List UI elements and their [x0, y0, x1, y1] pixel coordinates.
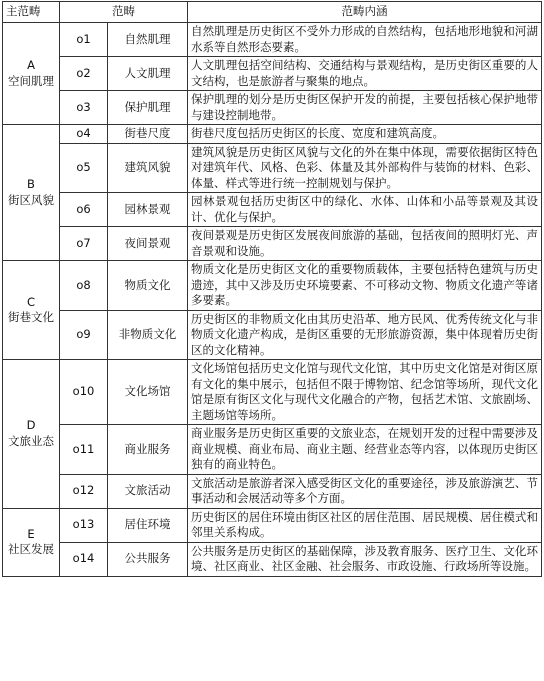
main-category-name: 社区发展 [8, 542, 54, 556]
category-code: o5 [60, 143, 108, 193]
table-row [3, 425, 542, 475]
category-description: 文旅活动是旅游者深入感受街区文化的重要途径，涉及旅游演艺、节事活动和会展活动等多个方面。 [188, 474, 542, 508]
table-row [3, 542, 542, 576]
category-code: o4 [60, 125, 108, 144]
main-category-code: D [26, 418, 36, 433]
category-code: o6 [60, 193, 108, 227]
header-main-category: 主范畴 [3, 2, 60, 23]
table-row [3, 23, 542, 57]
table-row [3, 91, 542, 125]
category-description: 园林景观包括历史街区中的绿化、水体、山体和小品等景观及其设计、优化与保护。 [188, 193, 542, 227]
category-name: 文旅活动 [108, 474, 188, 508]
category-description: 人文肌理包括空间结构、交通结构与景观结构，是历史街区重要的人文结构，也是旅游者与聚集的地点。 [188, 57, 542, 91]
category-name: 保护肌理 [108, 91, 188, 125]
category-description: 文化场馆包括历史文化馆与现代文化馆，其中历史文化馆是对街区原有文化的集中展示，包括但不限于博物馆、纪念馆等场所，现代文化馆是原有街区文化与现代文化融合的产物，包括艺术馆、文旅剧场、主题场馆等场所。 [188, 360, 542, 425]
table-row [3, 143, 542, 193]
table-row [3, 193, 542, 227]
category-description: 公共服务是历史街区的基础保障，涉及教育服务、医疗卫生、文化环境、社区商业、社区金融、社会服务、市政设施、行政场所等设施。 [188, 542, 542, 576]
main-category-cell [3, 508, 60, 576]
category-description: 街巷尺度包括历史街区的长度、宽度和建筑高度。 [188, 125, 542, 144]
table-row [3, 508, 542, 542]
category-description: 自然肌理是历史街区不受外力形成的自然结构，包括地形地貌和河湖水系等自然形态要素。 [188, 23, 542, 57]
category-description: 历史街区的非物质文化由其历史沿革、地方民风、优秀传统文化与非物质文化遗产构成，是街区重要的无形旅游资源，集中体现着历史街区的文化精神。 [188, 310, 542, 360]
header-row [3, 2, 542, 23]
category-name: 商业服务 [108, 425, 188, 475]
category-description: 商业服务是历史街区重要的文旅业态，在规划开发的过程中需要涉及商业规模、商业布局、商业主题、经营业态等内容，以体现历史街区独有的商业特色。 [188, 425, 542, 475]
category-code: o11 [60, 425, 108, 475]
category-name: 建筑风貌 [108, 143, 188, 193]
category-description: 建筑风貌是历史街区风貌与文化的外在集中体现，需要依据街区特色对建筑年代、风格、色彩、体量及其外部构件与装饰的材料、色彩、体量、样式等进行统一控制规划与保护。 [188, 143, 542, 193]
category-name: 文化场馆 [108, 360, 188, 425]
category-code: o10 [60, 360, 108, 425]
category-name: 夜间景观 [108, 227, 188, 261]
category-name: 人文肌理 [108, 57, 188, 91]
category-description: 历史街区的居住环境由街区社区的居住范围、居民规模、居住模式和邻里关系构成。 [188, 508, 542, 542]
table-row [3, 227, 542, 261]
category-code: o12 [60, 474, 108, 508]
main-category-cell [3, 23, 60, 125]
header-content: 范畴内涵 [188, 2, 542, 23]
category-name: 非物质文化 [108, 310, 188, 360]
main-category-name: 文旅业态 [8, 433, 54, 448]
category-table [2, 1, 542, 577]
category-code: o3 [60, 91, 108, 125]
category-name: 公共服务 [108, 542, 188, 576]
main-category-name: 空间肌理 [8, 73, 54, 88]
category-name: 街巷尺度 [108, 125, 188, 144]
table-row [3, 360, 542, 425]
main-category-cell [3, 360, 60, 509]
table-row [3, 57, 542, 91]
table-body [3, 23, 542, 577]
category-code: o8 [60, 261, 108, 311]
category-description: 保护肌理的划分是历史街区保护开发的前提，主要包括核心保护地带与建设控制地带。 [188, 91, 542, 125]
main-category-cell [3, 261, 60, 360]
main-category-cell [3, 125, 60, 261]
category-name: 物质文化 [108, 261, 188, 311]
main-category-name: 街巷文化 [8, 310, 54, 324]
main-category-code: A [27, 58, 35, 72]
table-row [3, 261, 542, 311]
main-category-code: C [26, 294, 36, 309]
main-category-code: E [27, 526, 35, 541]
category-code: o1 [60, 23, 108, 57]
category-description: 夜间景观是历史街区发展夜间旅游的基础，包括夜间的照明灯光、声音景观和设施。 [188, 227, 542, 261]
main-category-name: 街区风貌 [8, 192, 54, 207]
category-code: o9 [60, 310, 108, 360]
category-code: o7 [60, 227, 108, 261]
header-category: 范畴 [60, 2, 188, 23]
category-code: o14 [60, 542, 108, 576]
table-row [3, 474, 542, 508]
category-code: o2 [60, 57, 108, 91]
category-name: 居住环境 [108, 508, 188, 542]
table-row [3, 125, 542, 144]
category-name: 自然肌理 [108, 23, 188, 57]
category-name: 园林景观 [108, 193, 188, 227]
main-category-code: B [27, 177, 35, 191]
category-code: o13 [60, 508, 108, 542]
category-description: 物质文化是历史街区文化的重要物质载体，主要包括特色建筑与历史遗迹，其中又涉及历史环境要素、不可移动文物、物质文化遗产等诸多要素。 [188, 261, 542, 311]
table-row [3, 310, 542, 360]
